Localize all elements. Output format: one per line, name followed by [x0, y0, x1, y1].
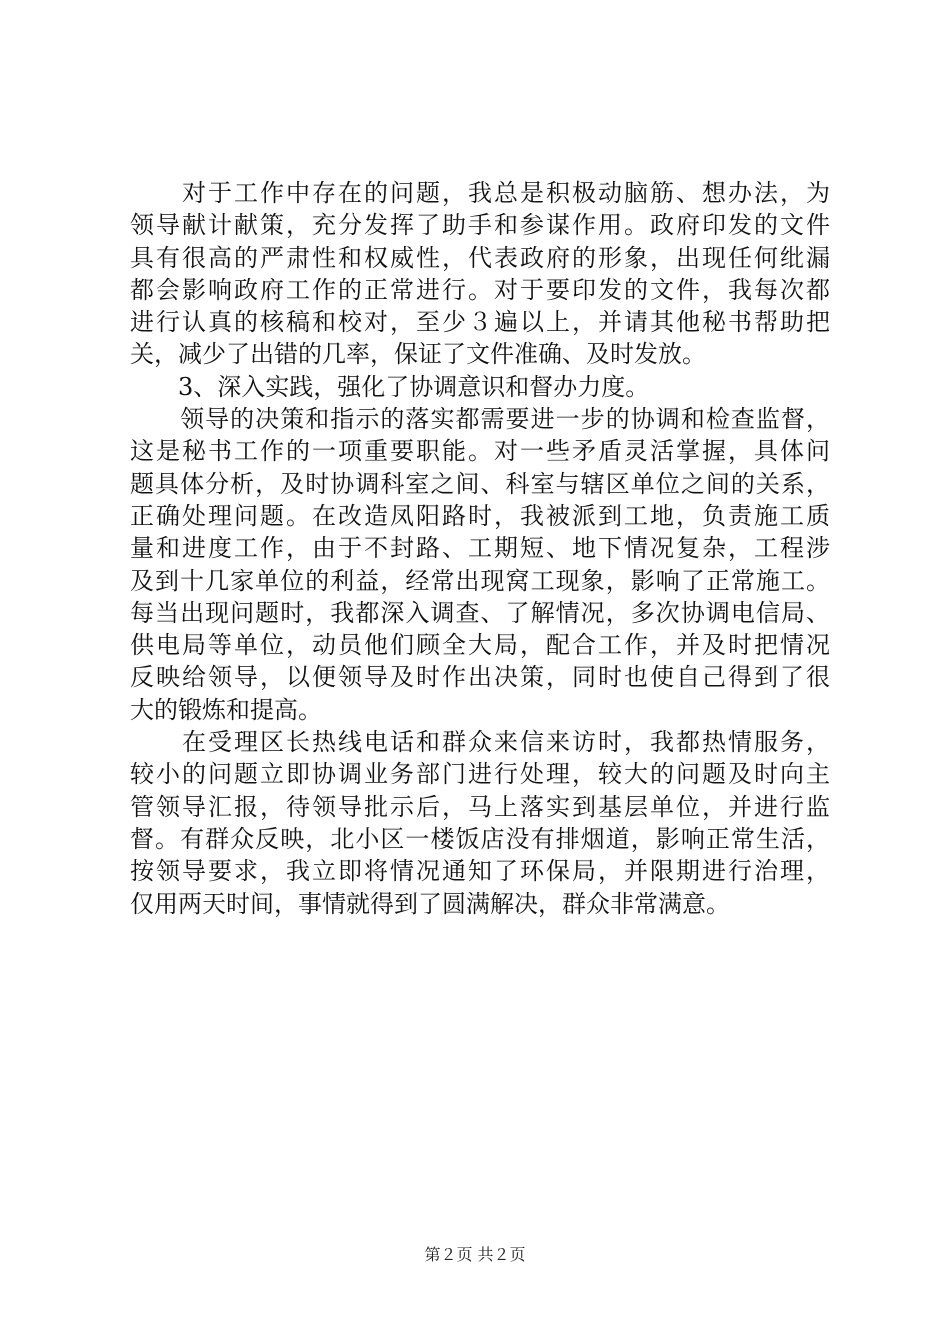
- text-line: 正确处理问题。在改造凤阳路时，我被派到工地，负责施工质: [130, 501, 830, 530]
- text-line: 题具体分析，及时协调科室之间、科室与辖区单位之间的关系，: [130, 469, 830, 498]
- text-line: 管领导汇报，待领导批示后，马上落实到基层单位，并进行监: [130, 792, 830, 821]
- text-line: 领导的决策和指示的落实都需要进一步的协调和检查监督，: [130, 405, 830, 434]
- text-line: 这是秘书工作的一项重要职能。对一些矛盾灵活掌握，具体问: [130, 437, 830, 466]
- text-line: 仅用两天时间，事情就得到了圆满解决，群众非常满意。: [130, 889, 730, 918]
- text-line: 量和进度工作，由于不封路、工期短、地下情况复杂，工程涉: [130, 534, 830, 563]
- text-line: 领导献计献策，充分发挥了助手和参谋作用。政府印发的文件: [130, 211, 830, 240]
- text-line: 3、深入实践，强化了协调意识和督办力度。: [130, 372, 650, 401]
- text-line: 及到十几家单位的利益，经常出现窝工现象，影响了正常施工。: [130, 566, 830, 595]
- text-line: 供电局等单位，动员他们顾全大局，配合工作，并及时把情况: [130, 631, 830, 660]
- text-line: 较小的问题立即协调业务部门进行处理，较大的问题及时向主: [130, 760, 830, 789]
- text-line: 督。有群众反映，北小区一楼饭店没有排烟道，影响正常生活，: [130, 824, 830, 853]
- text-line: 大的锻炼和提高。: [130, 695, 322, 724]
- text-line: 每当出现问题时，我都深入调查、了解情况，多次协调电信局、: [130, 598, 830, 627]
- text-line: 关，减少了出错的几率，保证了文件准确、及时发放。: [130, 340, 706, 369]
- text-line: 按领导要求，我立即将情况通知了环保局，并限期进行治理，: [130, 857, 830, 886]
- text-line: 在受理区长热线电话和群众来信来访时，我都热情服务，: [130, 728, 830, 757]
- text-line: 具有很高的严肃性和权威性，代表政府的形象，出现任何纰漏: [130, 243, 830, 272]
- text-line: 进行认真的核稿和校对，至少３遍以上，并请其他秘书帮助把: [130, 308, 830, 337]
- page-footer: 第２页 共２页: [424, 1245, 526, 1264]
- text-line: 反映给领导，以便领导及时作出决策，同时也使自己得到了很: [130, 663, 830, 692]
- text-line: 都会影响政府工作的正常进行。对于要印发的文件，我每次都: [130, 275, 830, 304]
- text-line: 对于工作中存在的问题，我总是积极动脑筋、想办法，为: [130, 179, 830, 207]
- body-text: [130, 177, 830, 920]
